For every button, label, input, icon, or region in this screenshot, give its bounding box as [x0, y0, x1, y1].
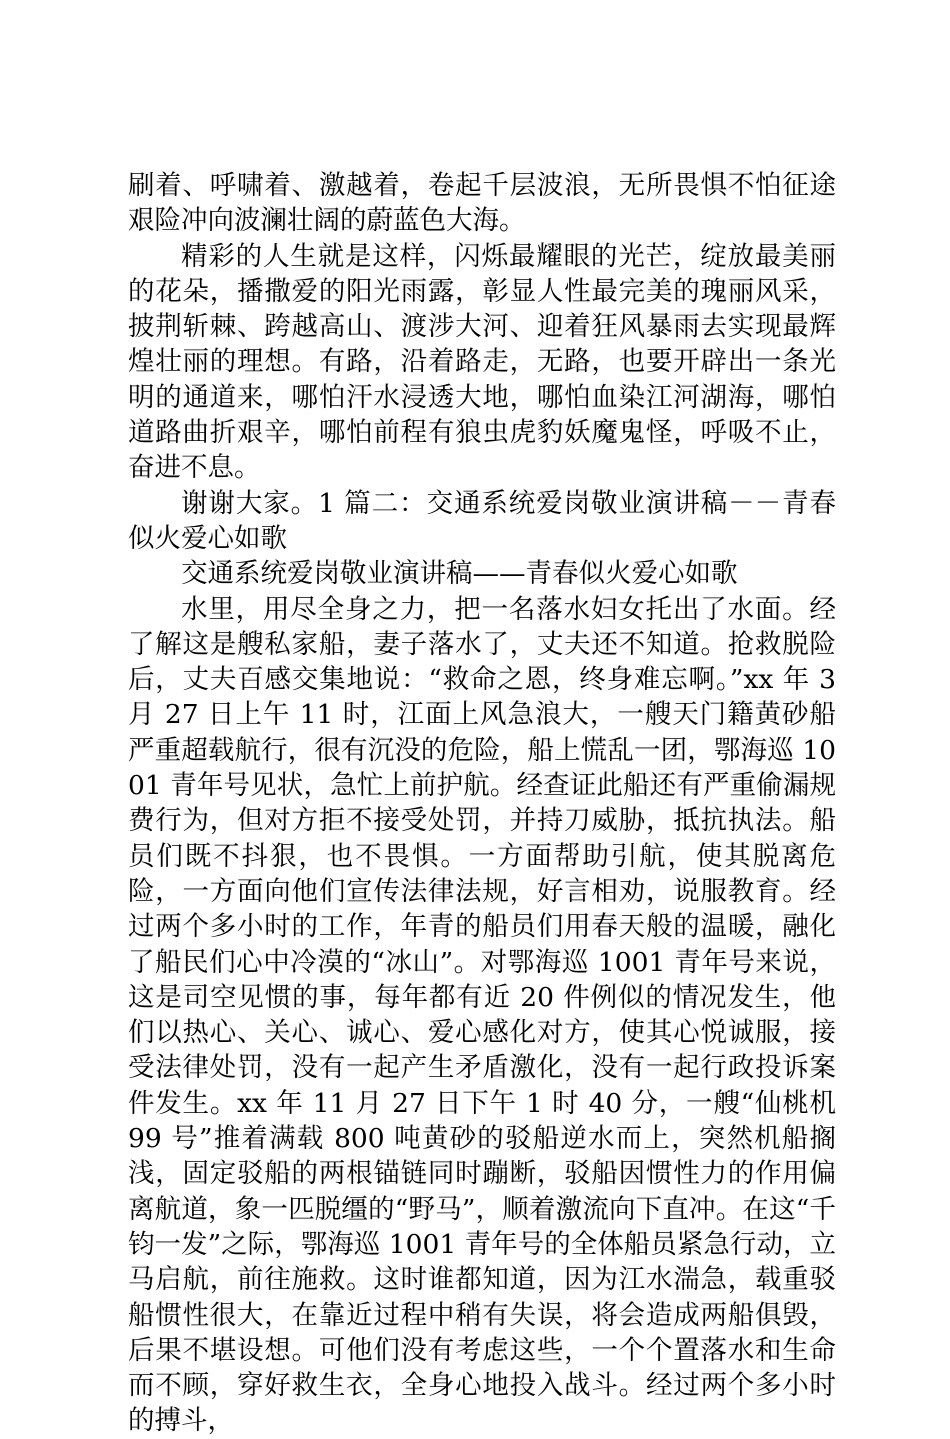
- paragraph-rescue-story: 水里，用尽全身之力，把一名落水妇女托出了水面。经了解这是艘私家船，妻子落水了，丈夫还不知道。抢救脱险后，丈夫百感交集地说：“救命之恩，终身难忘啊。”xx 年 3 月 27 日上午 11 时，江面上风急浪大，一艘天门籍黄砂船严重超载航行，很有沉没的危险，船上慌乱一团，鄂海巡 1001 青年号见状，急忙上前护航。经查证此船还有严重偷漏规费行为，但对方拒不接受处罚，并持刀威胁，抵抗执法。船员们既不抖狠，也不畏惧。一方面帮助引航，使其脱离危险，一方面向他们宣传法律法规，好言相劝，说服教育。经过两个多小时的工作，年青的船员们用春天般的温暖，融化了船民们心中冷漠的“冰山”。对鄂海巡 1001 青年号来说，这是司空见惯的事，每年都有近 20 件例似的情况发生，他们以热心、关心、诚心、爱心感化对方，使其心悦诚服，接受法律处罚，没有一起产生矛盾激化，没有一起行政投诉案件发生。xx 年 11 月 27 日下午 1 时 40 分，一艘“仙桃机 99 号”推着满载 800 吨黄砂的驳船逆水而上，突然机船搁浅，固定驳船的两根锚链同时蹦断，驳船因惯性力的作用偏离航道，象一匹脱缰的“野马”，顺着激流向下直冲。在这“千钧一发”之际，鄂海巡 1001 青年号的全体船员紧急行动，立马启航，前往施救。这时谁都知道，因为江水湍急，载重驳船惯性很大，在靠近过程中稍有失误，将会造成两船俱毁，后果不堪设想。可他们没有考虑这些，一个个置落水和生命而不顾，穿好救生衣，全身心地投入战斗。经过两个多小时的搏斗，: [128, 593, 836, 1437]
- speech-title: 交通系统爱岗敬业演讲稿——青春似火爱心如歌: [181, 558, 738, 590]
- paragraph-wonderful-life: 精彩的人生就是这样，闪烁最耀眼的光芒，绽放最美丽的花朵，播撒爱的阳光雨露，彰显人性最完美的瑰丽风采，披荆斩棘、跨越高山、渡涉大河、迎着狂风暴雨去实现最辉煌壮丽的理想。有路，沿着路走，无路，也要开辟出一条光明的通道来，哪怕汗水浸透大地，哪怕血染江河湖海，哪怕道路曲折艰辛，哪怕前程有狼虫虎豹妖魔鬼怪，呼吸不止，奋进不息。: [128, 240, 836, 484]
- paragraph-continuation: 刷着、呼啸着、激越着，卷起千层波浪，无所畏惧不怕征途艰险冲向波澜壮阔的蔚蓝色大海。: [128, 170, 836, 237]
- document-body: [128, 168, 836, 1439]
- paragraph-thanks-heading: 谢谢大家。1 篇二：交通系统爱岗敬业演讲稿－－青春似火爱心如歌: [128, 487, 836, 554]
